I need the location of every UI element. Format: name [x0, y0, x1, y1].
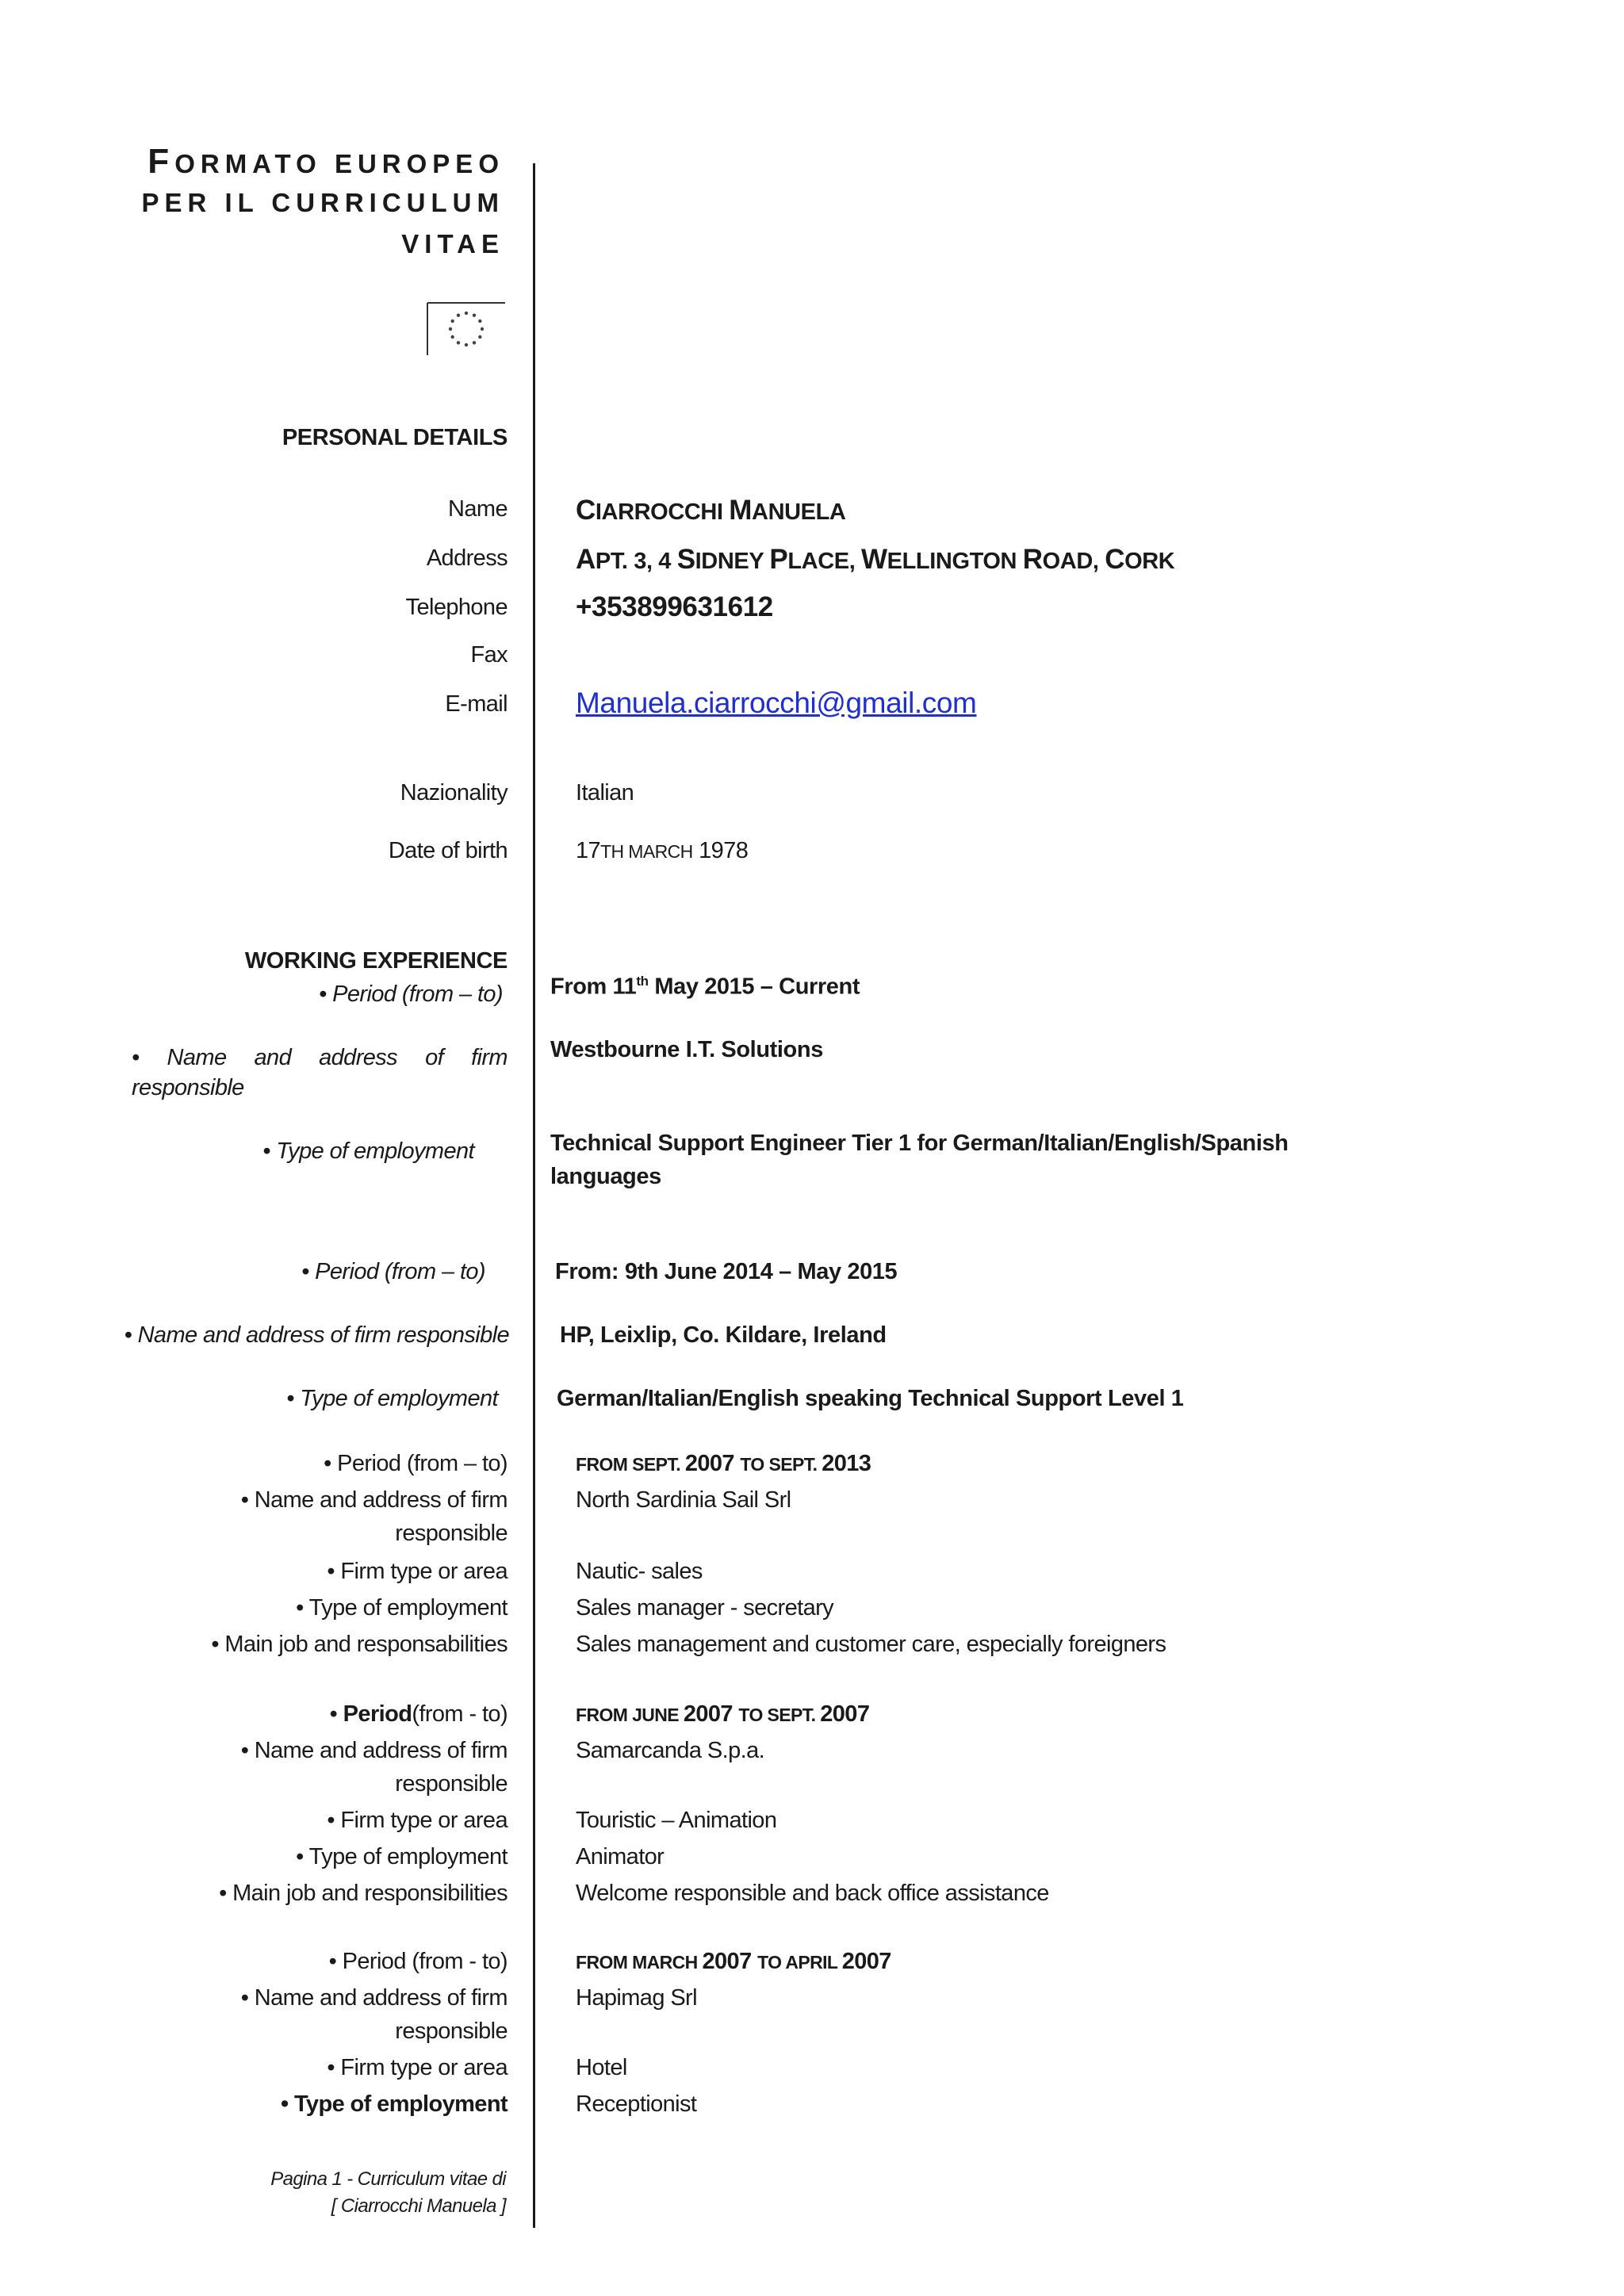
- job1-firm-label-line2: responsible: [132, 1075, 244, 1100]
- job1-period-label: • Period (from – to): [319, 982, 503, 1007]
- job4-firm-value: Samarcanda S.p.a.: [576, 1738, 765, 1763]
- eu-star-mark: [481, 327, 484, 331]
- job2-type-label: • Type of employment: [286, 1386, 498, 1411]
- cv-format-title-line2: PER IL CURRICULUM: [141, 188, 504, 217]
- eu-star-mark: [478, 335, 481, 339]
- address-value: APT. 3, 4 SIDNEY PLACE, WELLINGTON ROAD, CORK: [576, 544, 1175, 575]
- working-experience-heading: WORKING EXPERIENCE: [244, 948, 508, 974]
- job2-type-value: German/Italian/English speaking Technical Support Level 1: [557, 1386, 1184, 1411]
- nationality-value: Italian: [576, 780, 634, 806]
- job2-firm-value: HP, Leixlip, Co. Kildare, Ireland: [560, 1322, 887, 1348]
- telephone-value: +353899631612: [576, 591, 773, 622]
- eu-star-mark: [465, 343, 468, 346]
- job5-area-value: Hotel: [576, 2055, 627, 2080]
- eu-star-mark: [473, 341, 476, 344]
- eu-star-mark: [449, 327, 452, 331]
- job1-firm-value: Westbourne I.T. Solutions: [550, 1037, 823, 1062]
- job5-area-label: • Firm type or area: [327, 2055, 508, 2080]
- job5-firm-label-line1: • Name and address of firm: [240, 1985, 508, 2011]
- job3-main-value: Sales management and customer care, especially foreigners: [576, 1632, 1166, 1657]
- eu-flag-stars-icon: [427, 302, 506, 356]
- job3-period-value: FROM SEPT. 2007 TO SEPT. 2013: [576, 1451, 871, 1476]
- job2-firm-label: • Name and address of firm responsible: [124, 1322, 509, 1348]
- footer-page-line1: Pagina 1 - Curriculum vitae di: [270, 2168, 506, 2190]
- job1-period-value: From 11th May 2015 – Current: [550, 974, 860, 1000]
- fax-label: Fax: [470, 642, 508, 668]
- dob-value: 17TH MARCH 1978: [576, 838, 749, 863]
- eu-star-mark: [457, 313, 460, 316]
- eu-star-mark: [457, 341, 460, 344]
- job3-period-label: • Period (from – to): [324, 1451, 508, 1476]
- job5-firm-label-line2: responsible: [395, 2019, 508, 2044]
- job4-main-value: Welcome responsible and back office assistance: [576, 1881, 1049, 1906]
- footer-page-line2: [ Ciarrocchi Manuela ]: [331, 2195, 506, 2217]
- vertical-divider: [533, 163, 535, 2228]
- address-label: Address: [426, 545, 508, 571]
- dob-label: Date of birth: [388, 838, 508, 863]
- job1-type-label: • Type of employment: [262, 1138, 474, 1164]
- job4-main-label: • Main job and responsibilities: [219, 1881, 508, 1906]
- job1-type-value-line2: languages: [550, 1164, 661, 1189]
- name-label: Name: [448, 496, 508, 522]
- job4-area-label: • Firm type or area: [327, 1808, 508, 1833]
- job4-firm-label-line1: • Name and address of firm: [240, 1738, 508, 1763]
- job3-firm-label-line1: • Name and address of firm: [240, 1487, 508, 1513]
- job3-type-value: Sales manager - secretary: [576, 1595, 834, 1621]
- job2-period-label: • Period (from – to): [301, 1259, 485, 1284]
- job4-period-label: • Period(from - to): [329, 1701, 508, 1727]
- eu-star-mark: [450, 335, 454, 339]
- personal-details-heading: PERSONAL DETAILS: [282, 425, 508, 450]
- job5-type-label: • Type of employment: [280, 2091, 508, 2117]
- cv-format-title-line3: VITAE: [401, 229, 504, 258]
- job3-area-label: • Firm type or area: [327, 1559, 508, 1584]
- job5-type-value: Receptionist: [576, 2091, 697, 2117]
- job3-main-label: • Main job and responsabilities: [211, 1632, 508, 1657]
- telephone-label: Telephone: [405, 595, 508, 620]
- job5-firm-value: Hapimag Srl: [576, 1985, 697, 2011]
- job3-type-label: • Type of employment: [296, 1595, 508, 1621]
- eu-star-mark: [465, 312, 468, 315]
- job4-firm-label-line2: responsible: [395, 1771, 508, 1797]
- job3-firm-label-line2: responsible: [395, 1521, 508, 1546]
- job2-period-value: From: 9th June 2014 – May 2015: [555, 1259, 898, 1284]
- eu-star-mark: [450, 320, 454, 323]
- job4-area-value: Touristic – Animation: [576, 1808, 777, 1833]
- job5-period-value: FROM MARCH 2007 TO APRIL 2007: [576, 1949, 891, 1974]
- email-link[interactable]: Manuela.ciarrocchi@gmail.com: [576, 687, 977, 719]
- email-label: E-mail: [445, 691, 508, 717]
- cv-format-title-line1: FORMATO EUROPEO: [147, 142, 504, 181]
- job4-type-value: Animator: [576, 1844, 665, 1869]
- job1-firm-label-line1: • Name and address of firm: [132, 1045, 508, 1070]
- job4-type-label: • Type of employment: [296, 1844, 508, 1869]
- job5-period-label: • Period (from - to): [328, 1949, 508, 1974]
- nationality-label: Nazionality: [400, 780, 508, 806]
- job1-type-value-line1: Technical Support Engineer Tier 1 for German/Italian/English/Spanish: [550, 1131, 1289, 1156]
- job3-firm-value: North Sardinia Sail Srl: [576, 1487, 791, 1513]
- job3-area-value: Nautic- sales: [576, 1559, 703, 1584]
- eu-star-mark: [478, 320, 481, 323]
- eu-star-mark: [473, 313, 476, 316]
- name-value: CIARROCCHI MANUELA: [576, 495, 846, 526]
- job4-period-value: FROM JUNE 2007 TO SEPT. 2007: [576, 1701, 870, 1727]
